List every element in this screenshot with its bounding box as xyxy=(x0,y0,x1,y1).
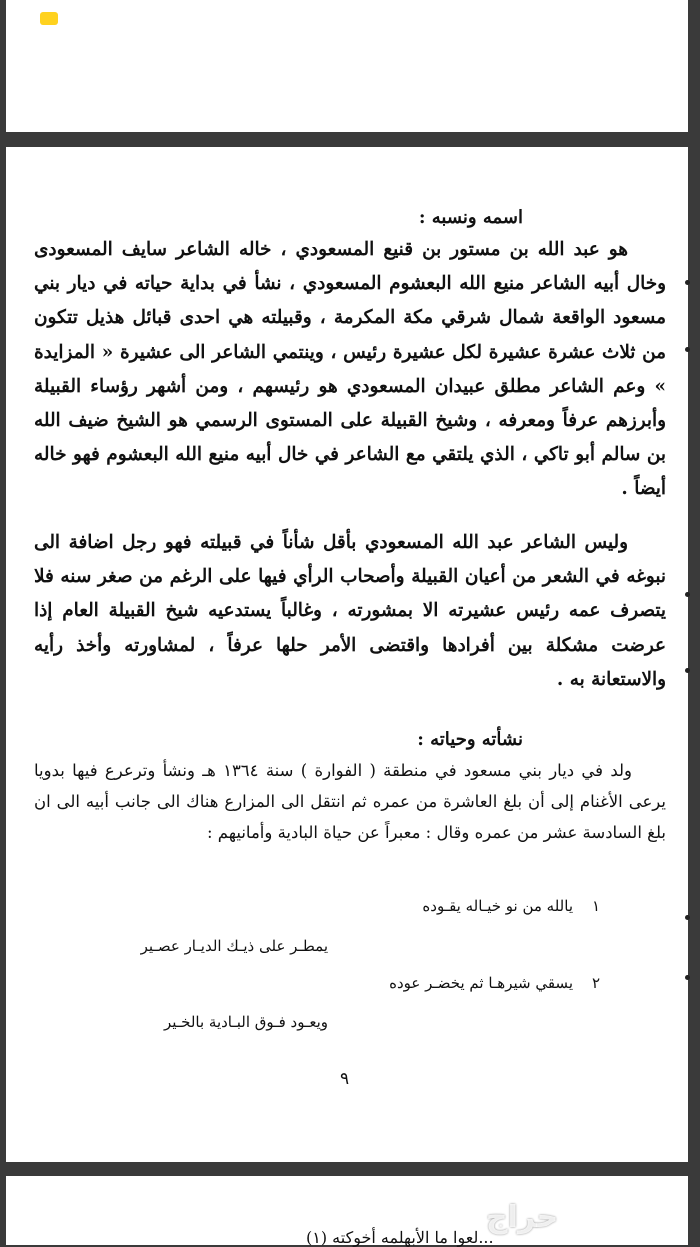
next-page-partial-text: ...لعوا ما الأبهلمه أخوكته (١) xyxy=(306,1228,494,1247)
verse-2-first-half: يسقي شيرهـا ثم يخضـر عوده xyxy=(389,974,573,992)
section-body-upbringing xyxy=(34,755,666,848)
margin-dot xyxy=(685,668,690,673)
section-heading-name-lineage: اسمه ونسبه : xyxy=(418,207,523,228)
margin-dot xyxy=(685,347,690,352)
watermark-logo: حراج xyxy=(486,1200,559,1235)
verse-1-second-half: يمطـر على ذيـك الديـار عصـير xyxy=(140,937,328,955)
margin-dot xyxy=(685,915,690,920)
previous-page xyxy=(6,0,688,132)
paragraph-lineage: هو عبد الله بن مستور بن قنيع المسعودي ، خاله الشاعر سايف المسعودى وخال أبيه الشاعر منيع الله البعشوم المسعودي ، نشأ في بداية حياته في ديار بني مسعود الواقعة شمال شرقي مكة المكرمة ، وقبيلته هي احدى قبائل هذيل تتكون من ثلاث عشرة عشيرة لكل عشيرة رئيس ، وينتمي الشاعر الى عشيرة « المزايدة » وعم الشاعر مطلق عبيدان المسعودي هو رئيسهم ، ومن أشهر رؤساء القبيلة وأبرزهم عرفاً ومعرفه ، وشيخ القبيلة على المستوى الرسمي هو الشيخ ضيف الله بن سالم أبو تاكي ، الذي يلتقي مع الشاعر في خال أبيه منيع الله البعشوم فهو خاله أيضاً . xyxy=(34,239,666,500)
section-body-status xyxy=(34,526,666,697)
verse-number-1: ١ xyxy=(591,897,600,915)
margin-dot xyxy=(685,592,690,597)
section-body-lineage xyxy=(34,233,666,507)
page-number: ٩ xyxy=(340,1069,350,1089)
paragraph-status: وليس الشاعر عبد الله المسعودي بأقل شأناً في قبيلته فهو رجل اضافة الى نبوغه في الشعر من أعيان القبيلة وأصحاب الرأي فيها على الرغم من صغر سنه فلا يتصرف عمه رئيس عشيرته الا بمشورته ، وغالباً يستدعيه شيخ القبيلة العام إذا عرضت مشكلة بين أفرادها واقتضى الأمر حلها عرفاً ، لمشاورته وأخذ رأيه والاستعانة به . xyxy=(34,532,666,690)
verse-2-second-half: ويعـود فـوق البـادية بالخـير xyxy=(163,1013,328,1031)
paragraph-upbringing: ولد في ديار بني مسعود في منطقة ( الفوارة ) سنة ١٣٦٤ هـ ونشأ وترعرع فيها بدويا يرعى الأغنام إلى أن بلغ العاشرة من عمره ثم انتقل الى المزارع هناك الى جانب أبيه الى ان بلغ السادسة عشر من عمره وقال : معبراً عن حياة البادية وأمانيهم : xyxy=(34,761,666,842)
next-page xyxy=(6,1176,688,1245)
margin-dot xyxy=(685,975,690,980)
book-page xyxy=(6,147,688,1162)
verse-number-2: ٢ xyxy=(591,974,600,992)
margin-dot xyxy=(685,280,690,285)
verse-1-first-half: يالله من نو خيـاله يقـوده xyxy=(422,897,573,915)
section-heading-upbringing: نشأته وحياته : xyxy=(417,729,523,750)
highlight-marker xyxy=(40,12,58,25)
